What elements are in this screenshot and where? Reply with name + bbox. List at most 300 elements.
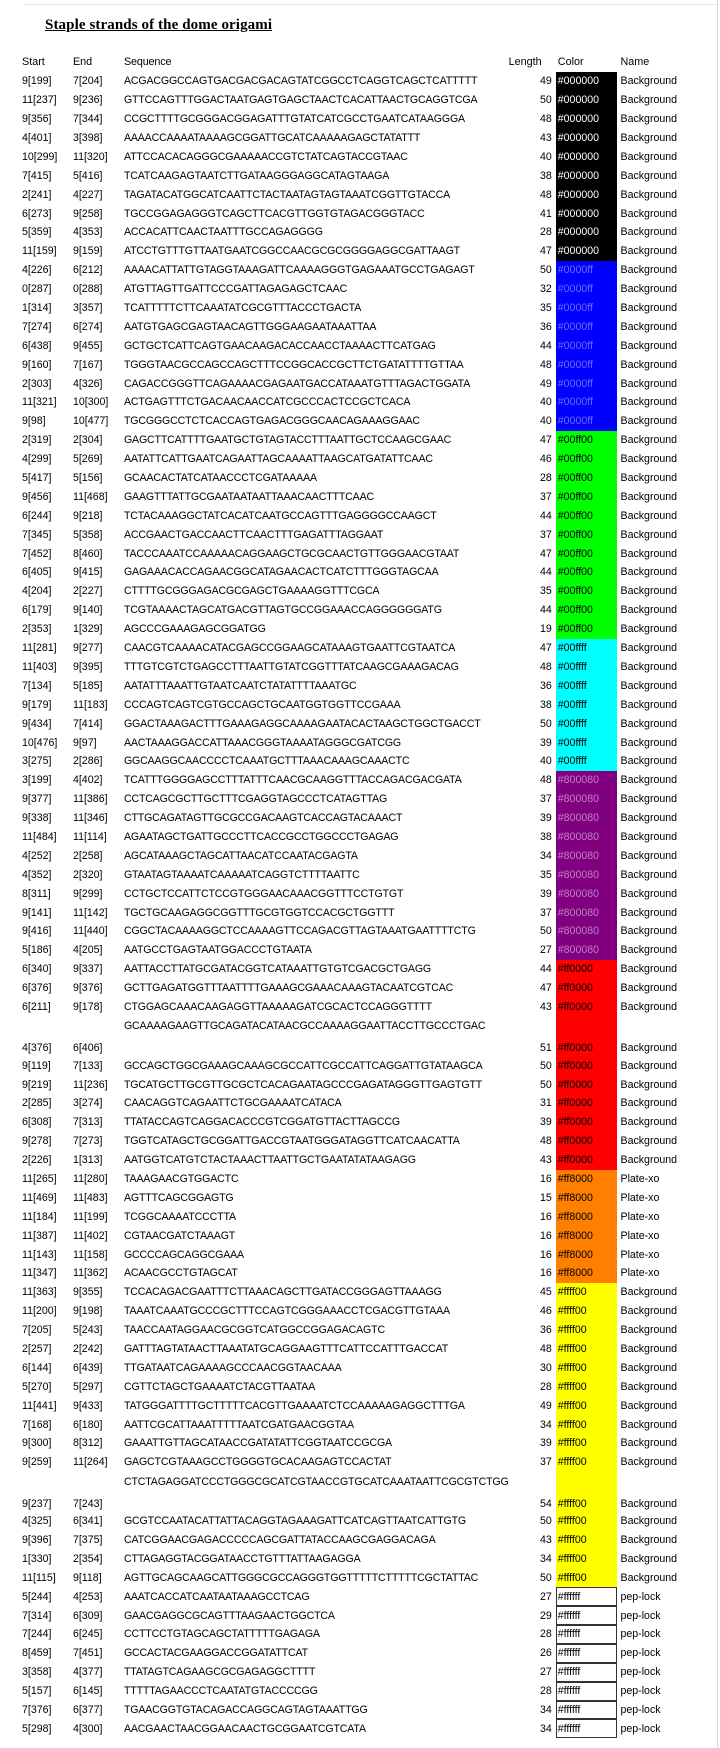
length-cell: 50 [539,94,552,107]
name-cell: Background [620,1361,678,1374]
length-cell: 16 [539,1267,552,1280]
end-cell: 9[277] [72,642,103,655]
name-cell: Background [620,283,678,296]
name-cell: Background [620,1497,678,1510]
start-cell: 9[434] [22,717,52,730]
color-cell: #ffff00 [556,1340,617,1359]
color-cell: #00ffff [556,658,617,677]
header-name: Name [620,56,650,69]
start-cell: 9[141] [22,906,52,919]
color-cell: #00ff00 [556,563,617,582]
length-cell: 35 [539,302,552,315]
length-cell: 31 [539,1097,552,1110]
length-cell: 27 [539,1590,552,1603]
sequence-cell: AACTAAAGGACCATTAAACGGGTAAAATAGGGCGATCGG [123,736,402,749]
name-cell: Background [620,982,678,995]
name-cell: Background [620,830,678,843]
end-cell: 3[398] [72,132,103,144]
end-cell: 5[358] [72,528,103,541]
table-row [22,91,720,110]
color-cell: #800080 [556,828,617,847]
end-cell: 11[236] [72,1078,108,1091]
table-row [22,166,720,185]
table-row [22,828,720,847]
length-cell: 29 [539,1609,552,1622]
sequence-cell: AATATTCATTGAATCAGAATTAGCAAAATTAAGCATGATATTCAAC [123,453,433,466]
sequence-cell: AAAACATTATTGTAGGTAAAGATTCAAAAGGGTGAGAAATGCCTGAGAGT [123,264,475,277]
table-row [22,1094,720,1113]
end-cell: 5[416] [72,169,103,182]
length-cell: 48 [539,113,552,126]
color-cell: #ff0000 [556,1056,617,1075]
table-row [22,809,720,828]
table-row [22,960,720,979]
length-cell: 28 [539,1380,552,1393]
sequence-cell: TTTGTCGTCTGAGCCTTTAATTGTATCGGTTTATCAAGCGAAAGACAG [123,660,459,673]
sequence-cell: TATGGGATTTTGCTTTTTCACGTTGAAAATCTCCAAAAAGAGGCTTTGA [123,1399,465,1412]
start-cell: 11[387] [22,1229,57,1242]
sequence-cell: AAAACCAAAATAAAAGCGGATTGCATCAAAAAGAGCTATATTT [123,132,421,144]
name-cell: Background [620,434,678,447]
end-cell: 0[288] [72,283,103,296]
name-cell: Background [620,1571,678,1584]
sequence-cell: AATTCGCATTAAATTTTTAATCGATGAACGGTAA [123,1418,354,1431]
sequence-cell: TGCCGGAGAGGGTCAGCTTCACGTTGGTGTAGACGGGTACC [123,207,425,220]
table-row [22,487,720,506]
length-cell: 47 [539,547,552,560]
color-cell: #00ffff [556,639,617,658]
sequence-cell: AGCATAAAGCTAGCATTAACATCCAATACGAGTA [123,849,358,862]
name-cell: Background [620,528,678,541]
color-cell: #ff8000 [556,1226,617,1245]
length-cell: 49 [539,377,552,390]
name-cell: Background [620,1135,678,1148]
end-cell: 2[304] [72,434,103,447]
sequence-cell: GCAAAAGAAGTTGCAGATACATAACGCCAAAAGGAATTACCTTGCCCTGAC [123,1020,486,1033]
color-cell: #000000 [556,242,617,261]
start-cell: 1[314] [22,302,52,315]
length-cell: 32 [539,283,552,296]
name-cell: Background [620,1418,678,1431]
start-cell: 11[347] [22,1267,57,1280]
length-cell: 48 [539,1343,552,1356]
start-cell: 7[205] [22,1324,52,1337]
table-row [22,280,720,299]
length-cell: 19 [539,623,552,636]
sequence-cell: TGCATGCTTGCGTTGCGCTCACAGAATAGCCCGAGATAGGGTTGAGTGTT [123,1078,483,1091]
table-row [22,469,720,488]
length-cell: 47 [539,434,552,447]
table-row [22,1245,720,1264]
end-cell: 2[242] [72,1343,103,1356]
sequence-cell: AATGGTCATGTCTACTAAACTTAATTGCTGAATATATAAGAGG [123,1154,416,1167]
sequence-cell: GTAATAGTAAAATCAAAAATCAGGTCTTTTAATTC [123,868,360,881]
color-cell: #ffffff [556,1682,617,1701]
sequence-cell: TCATTTTTCTTCAAATATCGCGTTTACCCTGACTA [123,302,362,315]
start-cell: 5[298] [22,1722,52,1735]
color-cell: #000000 [556,166,617,185]
start-cell: 11[115] [22,1571,56,1584]
sequence-cell: GAAATTGTTAGCATAACCGATATATTCGGTAATCCGCGA [123,1437,392,1450]
length-cell: 46 [539,453,552,466]
color-cell: #800080 [556,771,617,790]
length-cell: 16 [539,1210,552,1223]
sequence-cell: GCGTCCAATACATTATTACAGGTAGAAAGATTCATCAGTTAATCATTGTG [123,1515,467,1528]
end-cell: 11[199] [72,1210,108,1223]
name-cell: Background [620,1305,678,1318]
start-cell: 9[416] [22,925,52,938]
end-cell: 8[312] [72,1437,103,1450]
start-cell: 4[376] [22,1042,52,1055]
name-cell: pep-lock [620,1666,661,1679]
end-cell: 6[180] [72,1418,103,1431]
sequence-cell: TGCGGGCCTCTCACCAGTGAGACGGGCAACAGAAAGGAAC [123,415,420,428]
end-cell: 5[297] [72,1380,103,1393]
table-row [22,1606,720,1625]
name-cell: Background [620,1456,678,1469]
start-cell: 9[278] [22,1135,52,1148]
sequence-cell: GGACTAAAGACTTTGAAAGAGGCAAAAGAATACACTAAGCTGGCTGACCT [123,717,481,730]
end-cell: 5[185] [72,679,103,692]
length-cell: 28 [539,1628,552,1641]
end-cell: 4[205] [72,944,103,957]
table-row [22,620,720,639]
table-row [22,1340,720,1359]
start-cell: 6[340] [22,963,52,976]
name-cell: pep-lock [620,1685,661,1698]
table-row [22,204,720,223]
table-row [22,1644,720,1663]
color-cell: #000000 [556,185,617,204]
name-cell: pep-lock [620,1647,661,1660]
name-cell: Plate-xo [620,1210,660,1223]
name-cell: pep-lock [620,1628,661,1641]
start-cell: 9[338] [22,812,52,825]
table-row [22,317,720,336]
header-start: Start [22,56,45,69]
color-cell: #ffffff [556,1644,617,1663]
start-cell: 6[405] [22,566,52,579]
start-cell: 7[376] [22,1703,52,1716]
length-cell: 34 [539,1703,552,1716]
table-row [22,1056,720,1075]
end-cell: 4[353] [72,226,103,239]
end-cell: 4[377] [72,1666,103,1679]
color-cell: #000000 [556,110,617,129]
table-row [22,1453,720,1472]
table-row [22,1075,720,1094]
length-cell: 39 [539,812,552,825]
sequence-cell: ATTCCACACAGGGCGAAAAACCGTCTATCAGTACCGTAAC [123,150,408,163]
end-cell: 3[274] [72,1097,103,1110]
start-cell: 9[396] [22,1533,52,1546]
length-cell: 36 [539,1324,552,1337]
table-row [22,1358,720,1377]
color-cell: #0000ff [556,412,617,431]
length-cell: 39 [539,736,552,749]
color-cell: #00ffff [556,714,617,733]
start-cell: 4[325] [22,1515,52,1528]
length-cell: 44 [539,604,552,617]
length-cell: 50 [539,1078,552,1091]
color-cell: #00ff00 [556,582,617,601]
length-cell: 16 [539,1248,552,1261]
color-cell: #ff0000 [556,998,617,1017]
start-cell: 5[359] [22,226,52,239]
table-row [22,1568,720,1587]
sequence-cell: TGAACGGTGTACAGACCAGGCAGTAGTAAATTGG [123,1703,368,1716]
end-cell: 7[167] [72,358,103,371]
table-row [22,506,720,525]
sequence-cell: ATCCTGTTTGTTAATGAATCGGCCAACGCGCGGGGAGGCGATTAAGT [123,245,461,258]
length-cell: 35 [539,585,552,598]
color-cell: #800080 [556,790,617,809]
sequence-cell: AGCCCGAAAGAGCGGATGG [123,623,266,636]
sequence-cell: ATGTTAGTTGATTCCCGATTAGAGAGCTCAAC [123,283,348,296]
table-row [22,733,720,752]
color-cell: #ffffff [556,1625,617,1644]
start-cell: 6[144] [22,1361,52,1374]
end-cell: 8[460] [72,547,103,560]
sequence-cell: TGGTCATAGCTGCGGATTGACCGTAATGGGATAGGTTCATCAACATTA [123,1135,460,1148]
name-cell: Background [620,660,678,673]
sequence-cell: CAGACCGGGTTCAGAAAACGAGAATGACCATAAATGTTTAGACTGGATA [123,377,471,390]
sequence-cell: CTTAGAGGTACGGATAACCTGTTTATTAAGAGGA [123,1552,361,1565]
sequence-cell: CTTTTGCGGGAGACGCGAGCTGAAAAGGTTTCGCA [123,585,380,598]
table-row [22,1719,720,1738]
color-cell: #ffff00 [556,1377,617,1396]
length-cell: 47 [539,982,552,995]
name-cell: Background [620,132,678,144]
sequence-cell: GCCCCAGCAGGCGAAA [123,1248,244,1261]
end-cell: 9[159] [72,245,103,258]
start-cell: 11[159] [22,245,57,258]
end-cell: 4[300] [72,1722,103,1735]
table-row [22,752,720,771]
color-cell: #00ff00 [556,620,617,639]
start-cell: 2[353] [22,623,52,636]
name-cell: Background [620,868,678,881]
start-cell: 2[241] [22,188,52,201]
start-cell: 5[157] [22,1685,52,1698]
end-cell: 9[118] [72,1571,102,1584]
name-cell: Background [620,1343,678,1356]
color-cell: #000000 [556,129,617,148]
sequence-cell: GAGCTTCATTTTGAATGCTGTAGTACCTTTAATTGCTCCAAGCGAAC [123,434,452,447]
length-cell: 40 [539,150,552,163]
top-edge-line [24,4,718,5]
sequence-cell: GAACGAGGCGCAGTTTAAGAACTGGCTCA [123,1609,335,1622]
color-cell: #800080 [556,884,617,903]
length-cell: 54 [539,1497,552,1510]
color-cell: #ffff00 [556,1512,617,1531]
start-cell: 11[441] [22,1399,57,1412]
start-cell: 4[401] [22,132,52,144]
name-cell: Background [620,679,678,692]
start-cell: 2[257] [22,1343,52,1356]
sequence-cell: GGCAAGGCAACCCCTCAAATGCTTTAAACAAAGCAAACTC [123,755,410,768]
color-cell: #00ff00 [556,487,617,506]
length-cell: 34 [539,1722,552,1735]
sequence-cell: TCTACAAAGGCTATCACATCAATGCCAGTTTGAGGGGCCAAGCT [123,509,437,522]
name-cell: Background [620,1078,678,1091]
sequence-cell: CGGCTACAAAAGGCTCCAAAAGTTCCAGACGTTAGTAAATGAATTTTCTG [123,925,476,938]
table-row [22,412,720,431]
name-cell: Plate-xo [620,1248,660,1261]
table-row [22,563,720,582]
color-cell: #ffffff [556,1606,617,1625]
sequence-cell: GCTGCTCATTCAGTGAACAAGACACCAACCTAAAACTTCATGAG [123,339,436,352]
sequence-cell: AATGCCTGAGTAATGGACCCTGTAATA [123,944,312,957]
start-cell: 11[237] [22,94,57,107]
length-cell: 39 [539,1437,552,1450]
length-cell: 37 [539,793,552,806]
length-cell: 38 [539,169,552,182]
table-row [22,1151,720,1170]
name-cell: pep-lock [620,1722,661,1735]
color-cell: #ffffff [556,1663,617,1682]
start-cell: 7[274] [22,320,52,333]
end-cell: 5[156] [72,472,103,485]
name-cell: Background [620,1399,678,1412]
table-row [22,1113,720,1132]
name-cell: Background [620,302,678,315]
end-cell: 7[451] [72,1647,103,1660]
sequence-cell: TTATACCAGTCAGGACACCCGTCGGATGTTACTTAGCCG [123,1116,400,1129]
name-cell: Background [620,264,678,277]
start-cell: 6[211] [22,1000,51,1013]
color-cell: #ff0000 [556,979,617,998]
name-cell: Background [620,698,678,711]
end-cell: 2[258] [72,849,103,862]
length-cell: 48 [539,660,552,673]
length-cell: 30 [539,1361,552,1374]
length-cell: 37 [539,906,552,919]
start-cell: 7[244] [22,1628,52,1641]
start-cell: 4[352] [22,868,52,881]
length-cell: 43 [539,1154,552,1167]
start-cell: 7[345] [22,528,52,541]
end-cell: 9[140] [72,604,103,617]
start-cell: 6[308] [22,1116,52,1129]
color-cell: #ffff00 [556,1549,617,1568]
name-cell: Background [620,150,678,163]
name-cell: Background [620,1097,678,1110]
start-cell: 9[160] [22,358,52,371]
name-cell: Background [620,245,678,258]
sequence-cell: GAGCTCGTAAAGCCTGGGGTGCACAAGAGTCCACTAT [123,1456,392,1469]
color-cell: #ff8000 [556,1207,617,1226]
end-cell: 11[142] [72,906,108,919]
color-cell: #800080 [556,922,617,941]
sequence-cell: TTGATAATCAGAAAAGCCCAACGGTAACAAA [123,1361,342,1374]
sequence-cell: TTTTTAGAACCCTCAATATGTACCCCGG [123,1685,318,1698]
sequence-cell: CGTTCTAGCTGAAAATCTACGTTAATAA [123,1380,316,1393]
name-cell: Background [620,1286,678,1299]
table-row [22,658,720,677]
color-cell: #000000 [556,204,617,223]
length-cell: 28 [539,472,552,485]
name-cell: Background [620,509,678,522]
sequence-cell: ACAACGCCTGTAGCAT [123,1267,238,1280]
table-body [22,72,720,1738]
table-row [22,185,720,204]
name-cell: Background [620,1515,678,1528]
start-cell: 11[321] [22,396,57,409]
table-row [22,393,720,412]
header-color: Color [557,56,584,69]
start-cell: 9[98] [22,415,46,428]
table-row [22,601,720,620]
start-cell: 11[363] [22,1286,57,1299]
end-cell: 10[477] [72,415,109,428]
table-row [22,1283,720,1302]
length-cell: 47 [539,642,552,655]
length-cell: 50 [539,925,552,938]
sequence-cell: GATTTAGTATAACTTAAATATGCAGGAAGTTTCATTCCATTTGACCAT [123,1343,449,1356]
table-row [22,1587,720,1606]
end-cell: 11[114] [72,830,107,843]
name-cell: Background [620,472,678,485]
length-cell: 45 [539,1286,552,1299]
length-cell: 16 [539,1173,552,1185]
start-cell: 5[186] [22,944,52,957]
sequence-cell: TACCCAAATCCAAAAACAGGAAGCTGCGCAACTGTTGGGAACGTAAT [123,547,460,560]
sequence-cell: TCGTAAAACTAGCATGACGTTAGTGCCGGAAACCAGGGGGGATG [123,604,442,617]
sequence-cell: CAACAGGTCAGAATTCTGCGAAAATCATACA [123,1097,342,1110]
table-row [22,1682,720,1701]
table-row [22,1415,720,1434]
length-cell: 48 [539,774,552,787]
start-cell: 9[259] [22,1456,52,1469]
name-cell: Background [620,812,678,825]
sequence-cell: GTTCCAGTTTGGACTAATGAGTGAGCTAACTCACATTAACTGCAGGTCGA [123,94,478,107]
start-cell: 9[356] [22,113,52,126]
length-cell: 43 [539,1000,552,1013]
table-row [22,336,720,355]
table-row [22,261,720,280]
sequence-cell: CCTGCTCCATTCTCCGTGGGAACAAACGGTTTCCTGTGT [123,887,404,900]
end-cell: 5[243] [72,1324,103,1337]
length-cell: 36 [539,679,552,692]
table-row [22,979,720,998]
color-cell: #0000ff [556,280,617,299]
color-cell: #00ff00 [556,469,617,488]
sequence-cell: TAAAGAACGTGGACTC [123,1173,239,1185]
table-row [22,790,720,809]
length-cell: 44 [539,566,552,579]
name-cell: Plate-xo [620,1267,660,1280]
start-cell: 0[287] [22,283,52,296]
start-cell: 10[299] [22,150,58,163]
name-cell: Plate-xo [620,1173,660,1185]
start-cell: 4[252] [22,849,52,862]
length-cell: 28 [539,1685,552,1698]
start-cell: 7[452] [22,547,52,560]
start-cell: 6[438] [22,339,52,352]
length-cell: 39 [539,887,552,900]
table-row [22,1472,720,1512]
length-cell: 15 [539,1191,552,1204]
length-cell: 34 [539,1418,552,1431]
end-cell: 7[273] [72,1135,103,1148]
table-row [22,147,720,166]
start-cell: 11[184] [22,1210,57,1223]
end-cell: 3[357] [72,302,103,315]
sequence-cell: TTATAGTCAGAAGCGCGAGAGGCTTTT [123,1666,316,1679]
start-cell: 4[299] [22,453,52,466]
table-header-row [22,53,720,72]
